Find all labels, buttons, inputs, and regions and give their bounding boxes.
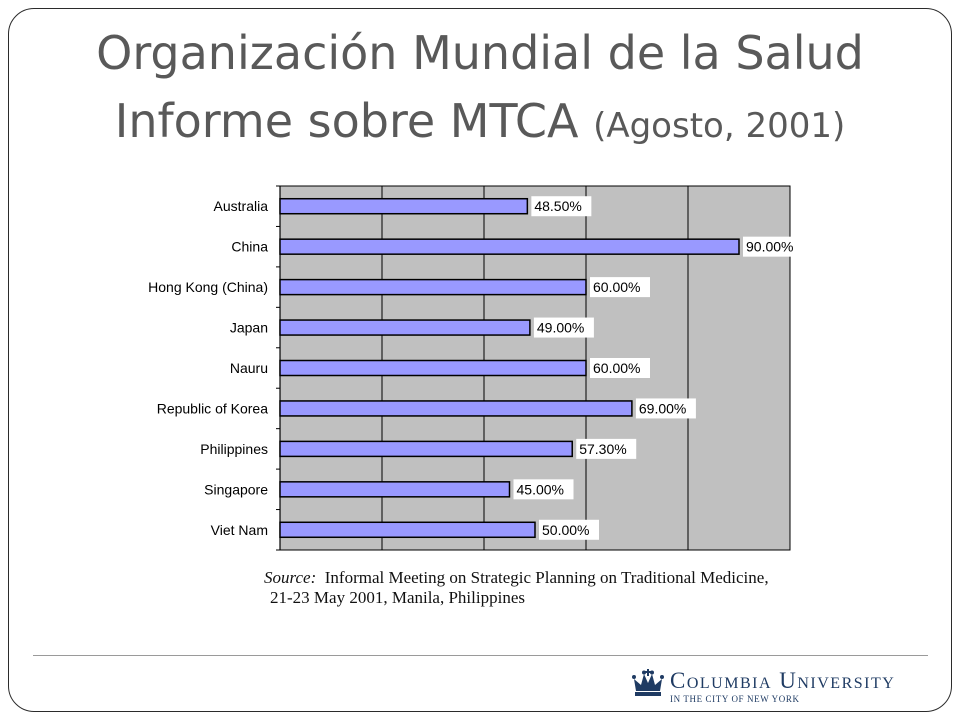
- category-label: Hong Kong (China): [148, 279, 268, 296]
- bar-nauru: [280, 361, 586, 376]
- bar-singapore: [280, 482, 510, 497]
- columbia-logo[interactable]: [632, 664, 902, 706]
- source-note: [264, 568, 864, 608]
- category-label: Nauru: [229, 360, 268, 376]
- data-label: 50.00%: [542, 521, 590, 538]
- data-label: 60.00%: [593, 279, 641, 296]
- data-label: 69.00%: [638, 400, 687, 417]
- data-label: 57.30%: [579, 440, 627, 457]
- bar-japan: [280, 320, 530, 335]
- title-date: (Agosto, 2001): [593, 106, 846, 146]
- logo-name: Columbia University: [670, 668, 896, 693]
- bar-philippines: [280, 441, 572, 456]
- slide-title-line1: Organización Mundial de la Salud: [96, 26, 864, 80]
- data-label: 90.00%: [746, 238, 794, 255]
- category-label: Viet Nam: [210, 521, 268, 538]
- category-label: China: [231, 238, 268, 255]
- title-main: Informe sobre MTCA: [114, 94, 594, 148]
- data-label: 45.00%: [516, 481, 564, 498]
- bar-china: [280, 239, 739, 254]
- source-line2: 21-23 May 2001, Manila, Philippines: [270, 588, 525, 607]
- category-label: Republic of Korea: [156, 400, 268, 417]
- bar-australia: [280, 199, 527, 214]
- data-label: 60.00%: [593, 360, 641, 376]
- source-label: Source:: [264, 568, 317, 587]
- footer-divider: [33, 655, 928, 656]
- bar-hong-kong-china: [280, 280, 586, 295]
- logo-subtitle: IN THE CITY OF NEW YORK: [670, 694, 800, 704]
- source-line1: Informal Meeting on Strategic Planning on Traditional Medicine,: [324, 568, 769, 587]
- data-label: 49.00%: [536, 319, 585, 336]
- data-label: 48.50%: [534, 198, 582, 215]
- category-label: Japan: [229, 319, 268, 336]
- category-label: Philippines: [200, 440, 268, 457]
- bar-republic-of-korea: [280, 401, 632, 416]
- bar-viet-nam: [280, 522, 535, 537]
- crown-icon: [632, 668, 664, 700]
- category-label: Singapore: [204, 481, 268, 498]
- category-label: Australia: [213, 198, 268, 215]
